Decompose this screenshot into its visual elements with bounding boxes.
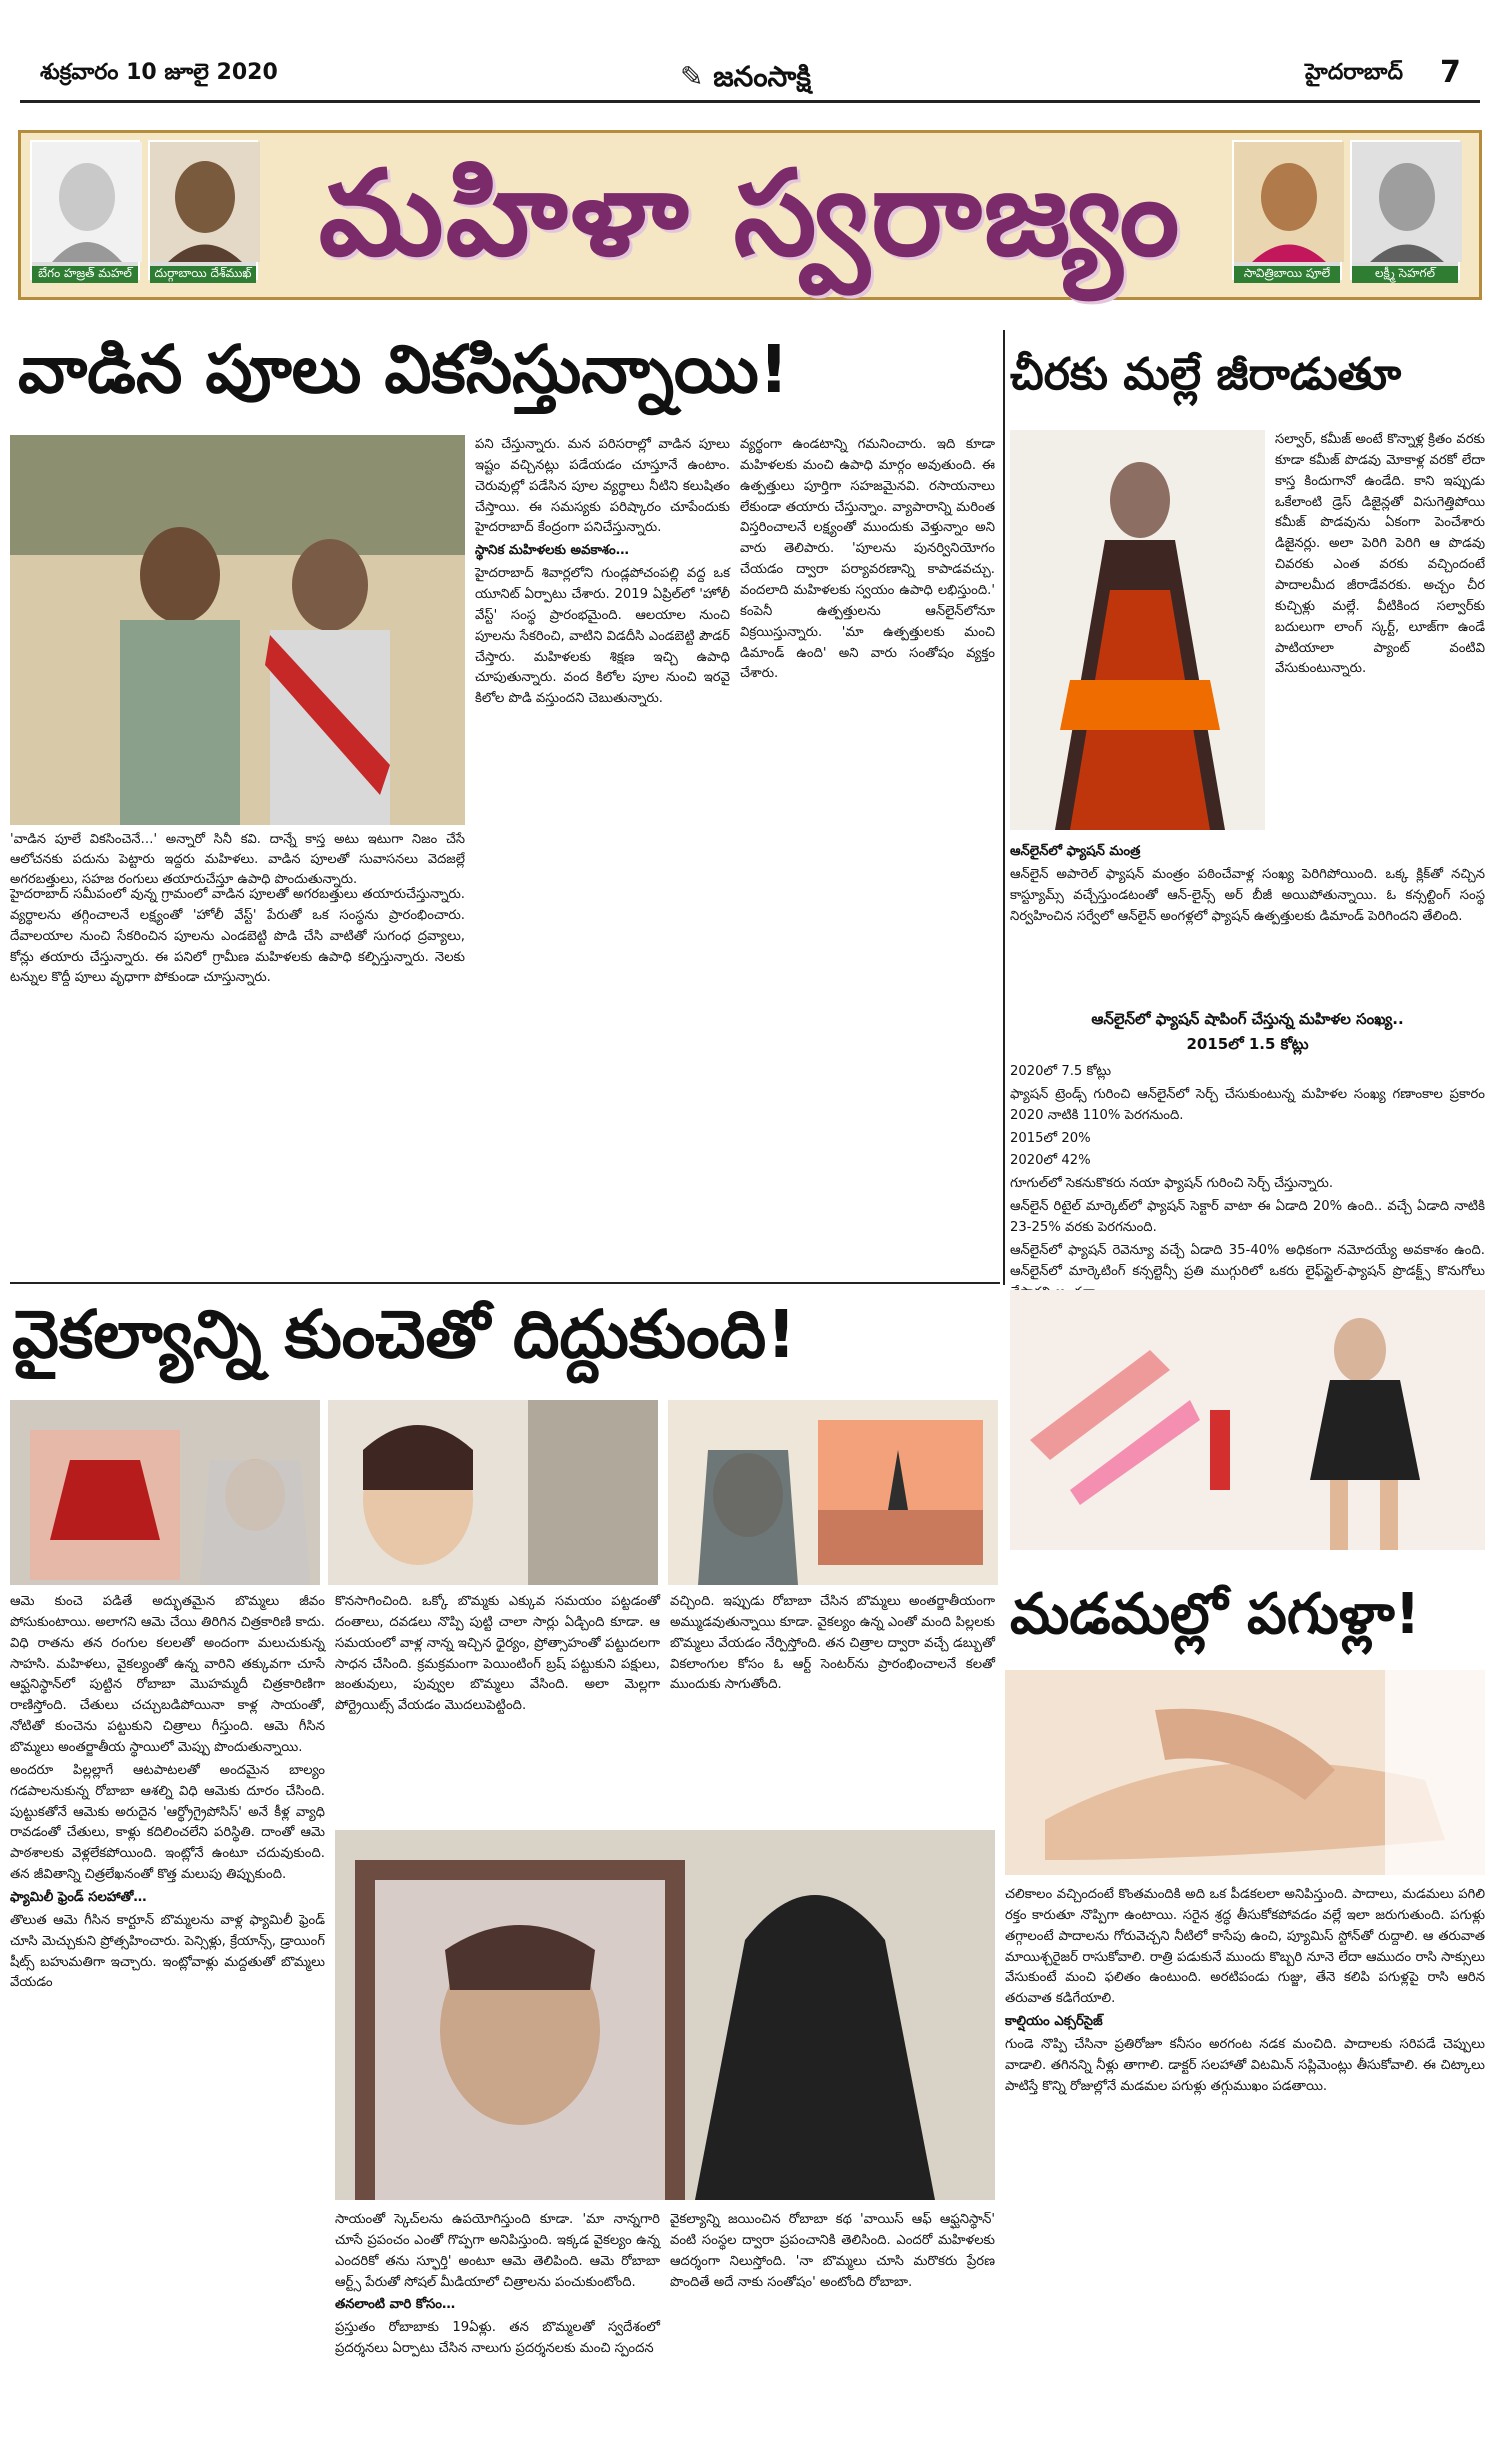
article1-column-1 [10,885,465,1275]
article1-col-c-text: వ్యర్థంగా ఉండటాన్ని గమనించారు. ఇది కూడా మహిళలకు మంచి ఉపాధి మార్గం అవుతుంది. ఈ ఉత్పత్తులు పూర్తిగా సహజమైనవి. రసాయనాలు లేకుండా తయారు చేస్తున్నాం. వ్యాపారాన్ని మరింత విస్తరించాలనే లక్ష్యంతో ముందుకు వెళ్తున్నాం అని వారు తెలిపారు. 'పూలను పునర్వినియోగం చేయడం ద్వారా పర్యావరణాన్ని కాపాడవచ్చు. వందలాది మహిళలకు స్వయం ఉపాధి లభిస్తుంది.' కంపెనీ ఉత్పత్తులను ఆన్‌లైన్‌లోనూ విక్రయిస్తున్నారు. 'మా ఉత్పత్తులకు మంచి డిమాండ్ ఉంది' అని వారు సంతోషం వ్యక్తం చేశారు. [740,437,995,682]
article3-photo-3 [668,1400,998,1585]
article3-col-a3-text: తొలుత ఆమె గీసిన కార్టూన్ బొమ్మలను వాళ్ల ఫ్యామిలీ ఫ్రెండ్ చూసి మెచ్చుకుని ప్రోత్సహించారు. పెన్సిళ్లు, క్రేయాన్స్, డ్రాయింగ్ షీట్స్ బహుమతిగా ఇచ్చారు. ఇంట్లోవాళ్లు మద్దతుతో బొమ్మలు వేయడం [10,1912,325,1991]
portrait-1-caption: బేగం హజ్రత్ మహల్ [32,266,138,283]
article1-col-b2-text: హైదరాబాద్ శివార్లలోని గుండ్లపోచంపల్లి వద్ద ఒక యూనిట్ ఏర్పాటు చేశారు. 2019 ఏప్రిల్‌లో 'హోలీ వేస్ట్' సంస్థ ప్రారంభమైంది. ఆలయాల నుంచి పూలను సేకరించి, వాటిని విడదీసి ఎండబెట్టి పౌడర్ చేస్తారు. మహిళలకు శిక్షణ ఇచ్చి ఉపాధి చూపుతున్నారు. వంద కిలోల పూల నుంచి ఇరవై కిలోల పొడి వస్తుందని చెబుతున్నారు. [475,566,730,707]
portrait-1 [30,140,140,280]
masthead-text: జనంసాక్షి [713,60,812,93]
article1-photo-caption: 'వాడిన పూలే వికసించెనే…' అన్నారో సినీ కవి. దాన్నే కాస్త అటు ఇటుగా నిజం చేసే ఆలోచనకు పదును పెట్టారు ఇద్దరు మహిళలు. వాడిన పూలతో సువాసనలు వెదజల్లే అగరబత్తులు, సహజ రంగులు తయారుచేస్తూ ఉపాధి పొందుతున్నారు. [10,832,465,888]
article3-col-a2-text: అందరూ పిల్లల్లాగే ఆటపాటలతో అందమైన బాల్యం గడపాలనుకున్న రోబాబా ఆశల్ని విధి ఆమెకు దూరం చేసింది. పుట్టుకతోనే ఆమెకు అరుదైన 'ఆర్థ్రోగ్రైపోసిస్' అనే కీళ్ల వ్యాధి రావడంతో చేతులు, కాళ్లు కదిలించలేని పరిస్థితి. దాంతో ఆమె పాఠశాలకు వెళ్లలేకపోయింది. ఇంట్లోనే ఉంటూ చదువుకుంది. తన జీవితాన్ని చిత్రలేఖనంతో కొత్త మలుపు తిప్పుకుంది. [10,1762,325,1883]
article4-headline: మడమల్లో పగుళ్లా! [1010,1582,1421,1647]
article2-column-2 [1010,842,1485,1007]
article3-col-c-text: వచ్చింది. ఇప్పుడు రోబాబా చేసిన బొమ్మలు అంతర్జాతీయంగా అమ్ముడవుతున్నాయి కూడా. వైకల్యం ఉన్న ఎంతో మంది పిల్లలకు బొమ్మలు వేయడం నేర్పిస్తోంది. తన చిత్రాల ద్వారా వచ్చే డబ్బుతో వికలాంగుల కోసం ఓ ఆర్ట్ సెంటర్‌ను ప్రారంభించాలనే కలతో ముందుకు సాగుతోంది. [670,1594,995,1693]
article3-photo-2-image [328,1400,658,1585]
stat-line-4: 2020లో 42% [1010,1153,1091,1169]
masthead-logo-icon: ✎ [680,60,714,93]
article2-stat-sub: 2015లో 1.5 కోట్లు [1186,1035,1309,1053]
article3-main-photo [335,1830,995,2200]
article3-column-5 [670,2210,995,2435]
article3-photo-2 [328,1400,658,1585]
page-number: 7 [1440,55,1461,90]
portrait-4 [1350,140,1460,280]
article2-stats [1010,1062,1485,1277]
article3-column-3 [670,1592,995,1822]
article3-headline: వైకల్యాన్ని కుంచెతో దిద్దుకుంది! [12,1296,797,1373]
portrait-2-caption: దుర్గాబాయి దేశ్‌ముఖ్ [150,266,256,283]
vertical-rule [1003,330,1005,1285]
article2-photo-image [1010,430,1265,830]
article1-column-3 [740,435,995,1275]
article1-headline: వాడిన పూలు వికసిస్తున్నాయి! [18,331,789,408]
article4-photo-image [1005,1670,1485,1875]
article3-photo-3-image [668,1400,998,1585]
article3-main-photo-image [335,1830,995,2200]
city-name: హైదరాబాద్ [1305,60,1403,85]
article3-col-a-text: ఆమె కుంచె పడితే అద్భుతమైన బొమ్మలు జీవం పోసుకుంటాయి. అలాగని ఆమె చేయి తిరిగిన చిత్రకారిణి కాదు. విధి రాతను తన రంగుల కలలతో అందంగా మలుచుకున్న సాహసి. మహిళలు, వైకల్యంతో ఉన్న వారిని తక్కువగా చూసే ఆఫ్ఘనిస్థాన్‌లో పుట్టిన రోబాబా మొహమ్మదీ చిత్రకారిణిగా రాణిస్తోంది. చేతులు చచ్చుబడిపోయినా కాళ్ల సాయంతో, నోటితో కుంచెను పట్టుకుని చిత్రాలు గీస్తుంది. ఆమె గీసిన బొమ్మలు అంతర్జాతీయ స్థాయిలో మెప్పు పొందుతున్నాయి. [10,1594,325,1756]
article3-column-4 [335,2210,660,2435]
stat-line-3: 2015లో 20% [1010,1130,1091,1146]
article2-body2-text: ఆన్‌లైన్ అపారెల్ ఫ్యాషన్ మంత్రం పఠించేవాళ్ల సంఖ్య పెరిగిపోయింది. ఒక్క క్లిక్‌తో నచ్చిన కాస్ట్యూమ్స్ వచ్చేస్తుండటంతో ఆన్-లైన్స్ అర్ బీజీ అయిపోతున్నాయి. ఓ కన్సల్టింగ్ సంస్థ నిర్వహించిన సర్వేలో ఆన్‌లైన్ అంగళ్లలో ఫ్యాషన్ ఉత్పత్తులకు డిమాండ్ పెరిగిందని తేలింది. [1010,866,1485,924]
article3-col-b-text: కొనసాగించింది. ఒక్కో బొమ్మకు ఎక్కువ సమయం పట్టడంతో దంతాలు, దవడలు నొప్పి పుట్టి చాలా సార్లు ఏడ్చింది కూడా. ఆ సమయంలో వాళ్ల నాన్న ఇచ్చిన ధైర్యం, ప్రోత్సాహంతో పట్టుదలగా సాధన చేసింది. క్రమక్రమంగా పెయింటింగ్ బ్రష్ పట్టుకుని పక్షులు, జంతువులు, పువ్వుల బొమ్మలు వేసింది. అలా మెల్లగా పోర్ట్రెయిట్స్ వేయడం మొదలుపెట్టింది. [335,1594,660,1714]
portrait-3-caption: సావిత్రిబాయి పూలే [1234,266,1340,283]
article1-col-a-text: హైదరాబాద్ సమీపంలో వున్న గ్రామంలో వాడిన పూలతో అగరబత్తులు తయారుచేస్తున్నారు. వ్యర్థాలను తగ్గించాలనే లక్ష్యంతో 'హోలీ వేస్ట్' పేరుతో ఒక సంస్థను ప్రారంభించారు. దేవాలయాల నుంచి సేకరించిన పూలను ఎండబెట్టి పొడి చేసి వాటితో సుగంధ ద్రవ్యాలు, కోన్లు తయారు చేస్తున్నారు. ఈ పనిలో గ్రామీణ మహిళలకు ఉపాధి కల్పిస్తున్నారు. నెలకు టన్నుల కొద్దీ పూలు వృధాగా పోకుండా చూస్తున్నారు. [10,887,465,986]
article3-subhead-2: తనలాంటి వారి కోసం… [335,2297,456,2313]
portrait-4-caption: లక్ష్మీ సెహగల్ [1352,266,1458,283]
article3-column-1 [10,1592,325,2432]
portrait-4-sketch [1352,142,1462,262]
article2-photo [1010,430,1265,830]
article4-photo [1005,1670,1485,1875]
article3-photo-1-image [10,1400,320,1585]
article2-second-photo-image [1010,1290,1485,1550]
article1-photo-image [10,435,465,825]
article2-column-1 [1275,430,1485,840]
article1-subhead: స్థానిక మహిళలకు అవకాశం… [475,543,629,559]
article4-subhead: కాల్షియం ఎక్సర్‌సైజ్ [1005,2014,1103,2030]
portrait-3-sketch [1234,142,1344,262]
portrait-2 [148,140,258,280]
article2-body-text: సల్వార్, కమీజ్ అంటే కొన్నాళ్ల క్రితం వరకు కూడా కమీజ్ పొడవు మోకాళ్ల వరకో లేదా కాస్త కిందుగానో ఉండేది. కాని ఇప్పుడు ఒకేలాంటి డ్రెస్ డిజైన్లతో విసుగెత్తిపోయి కమీజ్ పొడవును ఏకంగా పెంచేశారు డిజైనర్లు. అలా పెరిగి పెరిగి ఆ పొడవు చివరకు ఎంత వరకు వచ్చిందంటే పాదాలమీద జీరాడేవరకు. అచ్చం చీర కుచ్చిళ్లు మల్లే. వీటికింద సల్వార్‌కు బదులుగా లాంగ్ స్కర్ట్, లూజ్‌గా ఉండే పాటియాలా ప్యాంట్ వంటివి వేసుకుంటున్నారు. [1275,432,1485,677]
banner-title: మహిళా స్వరాజ్యం [318,144,1182,282]
section-divider [10,1282,1000,1284]
article4-body-text: చలికాలం వచ్చిందంటే కొంతమందికి అది ఒక పీడకలలా అనిపిస్తుంది. పాదాలు, మడమలు పగిలి రక్తం కారుతూ నొప్పిగా ఉంటాయి. సరైన శ్రద్ధ తీసుకోకపోవడం వల్లే ఇలా జరుగుతుంది. పగుళ్లు తగ్గాలంటే పాదాలను గోరువెచ్చని నీటిలో కాసేపు ఉంచి, ప్యూమిస్ స్టోన్‌తో రుద్దాలి. ఆ తరువాత మాయిశ్చరైజర్ రాసుకోవాలి. రాత్రి పడుకునే ముందు కొబ్బరి నూనె లేదా ఆముదం రాసి సాక్సులు వేసుకుంటే మంచి ఫలితం ఉంటుంది. అరటిపండు గుజ్జు, తేనె కలిపి పగుళ్లపై రాసి ఆరిన తరువాత కడిగేయాలి. [1005,1887,1485,2007]
header-rule [20,100,1480,103]
article4-body2-text: గుండె నొప్పి చేసినా ప్రతిరోజూ కనీసం అరగంట నడక మంచిది. పాదాలకు సరిపడే చెప్పులు వాడాలి. తగినన్ని నీళ్లు తాగాలి. డాక్టర్ సలహాతో విటమిన్ సప్లిమెంట్లు తీసుకోవాలి. ఈ చిట్కాలు పాటిస్తే కొన్ని రోజుల్లోనే మడమల పగుళ్లు తగ్గుముఖం పడతాయి. [1005,2037,1485,2094]
portrait-2-sketch [150,142,260,262]
article2-headline: చీరకు మల్లే జీరాడుతూ [1010,349,1402,400]
article3-column-2 [335,1592,660,1822]
article3-photo-1 [10,1400,320,1585]
article2-stat-title: ఆన్‌లైన్‌లో ఫ్యాషన్ షాపింగ్ చేస్తున్న మహిళల సంఖ్య.. [1091,1010,1404,1028]
stat-line-2: ఫ్యాషన్ ట్రెండ్స్ గురించి ఆన్‌లైన్‌లో సెర్చ్ చేసుకుంటున్న మహిళల సంఖ్య గణాంకాల ప్రకారం 2020 నాటికి 110% పెరగనుంది. [1010,1086,1485,1123]
masthead [680,60,811,100]
portrait-1-sketch [32,142,142,262]
article1-col-b-text: పని చేస్తున్నారు. మన పరిసరాల్లో వాడిన పూలు ఇష్టం వచ్చినట్లు పడేయడం చూస్తూనే ఉంటాం. చెరువుల్లో పడేసిన పూల వ్యర్థాలు నీటిని కలుషితం చేస్తాయి. ఈ సమస్యకు పరిష్కారం చూపేందుకు హైదరాబాద్ కేంద్రంగా పనిచేస్తున్నారు. [475,437,730,536]
article3-col-b3-text: ప్రస్తుతం రోబాబాకు 19ఏళ్లు. తన బొమ్మలతో స్వదేశంలో ప్రదర్శనలు ఏర్పాటు చేసిన నాలుగు ప్రదర్శనలకు మంచి స్పందన [335,2320,660,2357]
article3-subhead-1: ఫ్యామిలీ ఫ్రెండ్ సలహాతో… [10,1890,147,1906]
article4-column [1005,1885,1485,2455]
article3-col-b2-text: సాయంతో స్కెచ్‌లను ఉపయోగిస్తుంది కూడా. 'మా నాన్నగారి చూసే ప్రపంచం ఎంతో గొప్పగా అనిపిస్తుంది. ఇక్కడ వైకల్యం ఉన్న ఎందరికో తను స్ఫూర్తి' అంటూ ఆమె తెలిపింది. ఆమె రోబాబా ఆర్ట్స్ పేరుతో సోషల్ మీడియాలో చిత్రాలను పంచుకుంటోంది. [335,2212,660,2290]
stat-line-7: ఆన్‌లైన్‌లో ఫ్యాషన్ రెవెన్యూ వచ్చే ఏడాది 35-40% అధికంగా నమోదయ్యే అవకాశం ఉంది. ఆన్‌లైన్‌లో మార్కెటింగ్ కన్సల్టెన్సీ ప్రతి ముగ్గురిలో ఒకరు లైఫ్‌స్టైల్-ఫ్యాషన్ ప్రొడక్ట్స్ కొనుగోలు [1010,1242,1485,1279]
article2-subhead: ఆన్‌లైన్‌లో ఫ్యాషన్ మంత్ర [1010,844,1141,859]
article1-column-2 [475,435,730,1275]
article2-second-photo [1010,1290,1485,1550]
stat-line-1: 2020లో 7.5 కోట్లు [1010,1064,1112,1079]
article3-col-c2-text: వైకల్యాన్ని జయించిన రోబాబా కథ 'వాయిస్ ఆఫ్ ఆఫ్ఘనిస్థాన్' వంటి సంస్థల ద్వారా ప్రపంచానికి తెలిసింది. ఎందరో మహిళలకు ఆదర్శంగా నిలుస్తోంది. 'నా బొమ్మలు చూసి మరొకరు ప్రేరణ పొందితే అదే నాకు సంతోషం' అంటోంది రోబాబా. [670,2212,995,2290]
portrait-3 [1232,140,1342,280]
stat-line-6: ఆన్‌లైన్ రిటైల్ మార్కెట్‌లో ఫ్యాషన్ సెక్టార్ వాటా ఈ ఏడాది 20% ఉంది.. వచ్చే ఏడాది నాటికి 23-25% వరకు పెరగనుంది. [1010,1199,1485,1236]
issue-date: శుక్రవారం 10 జూలై 2020 [40,60,278,85]
stat-line-5: గూగుల్‌లో సెకనుకొకరు నయా ఫ్యాషన్ గురించి సెర్చ్ చేస్తున్నారు. [1010,1176,1334,1192]
article1-photo [10,435,465,825]
